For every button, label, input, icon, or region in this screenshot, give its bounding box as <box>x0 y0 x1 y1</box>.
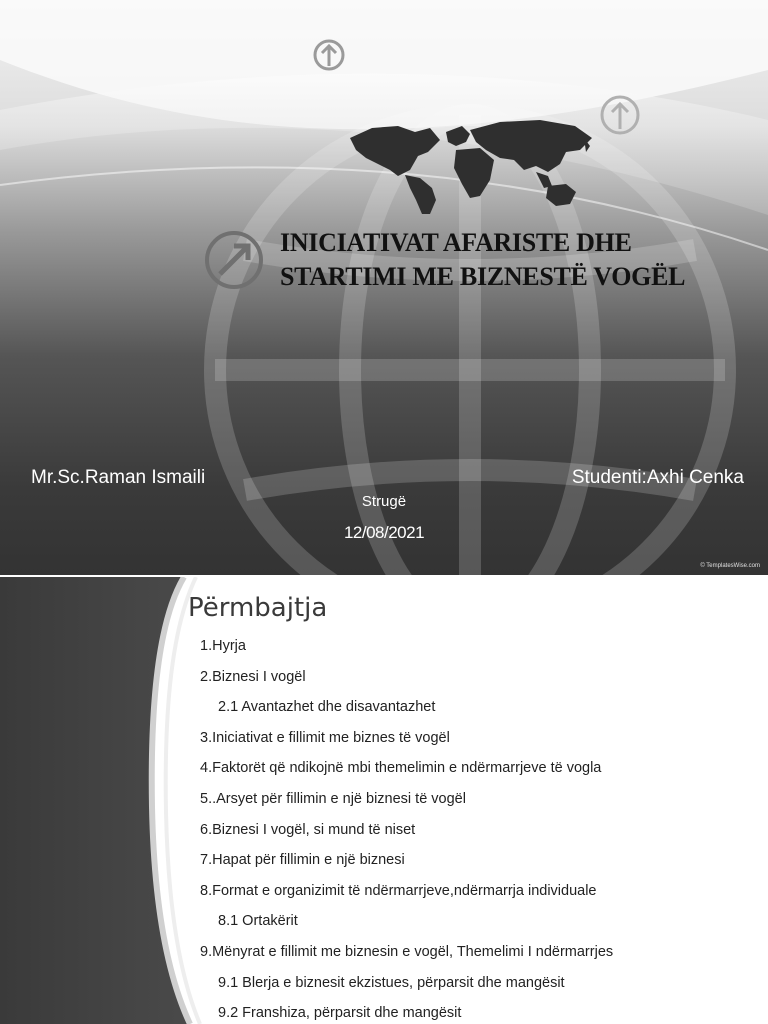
list-item: 4.Faktorët që ndikojnë mbi themelimin e ndërmarrjeve të vogla <box>200 760 602 777</box>
list-item: 9.1 Blerja e biznesit ekzistues, përparsit dhe mangësit <box>218 974 565 991</box>
contents-list <box>200 637 613 1024</box>
date-label: 12/08/2021 <box>343 523 425 542</box>
presentation-title <box>280 226 768 294</box>
list-item: 5..Arsyet për fillimin e një biznesi të vogël <box>200 790 466 807</box>
title-line: INICIATIVAT AFARISTE DHE <box>280 228 632 257</box>
student-name: Studenti:Axhi Cenka <box>571 467 744 488</box>
list-item: 1.Hyrja <box>200 638 246 654</box>
list-item: 2.Biznesi I vogël <box>200 668 306 685</box>
list-item: 9.2 Franshiza, përparsit dhe mangësit <box>218 1005 462 1022</box>
title-line: STARTIMI ME BIZNESTË VOGËL <box>280 262 686 291</box>
contents-title: Përmbajtja <box>188 593 328 623</box>
template-credit: © TemplatesWise.com <box>700 563 760 569</box>
list-item: 3.Iniciativat e fillimit me biznes të vogël <box>200 729 450 746</box>
contents-slide <box>0 577 768 1024</box>
mentor-name: Mr.Sc.Raman Ismaili <box>31 467 206 488</box>
list-item: 6.Biznesi I vogël, si mund të niset <box>200 821 416 838</box>
list-item: 7.Hapat për fillimin e një biznesi <box>200 852 405 869</box>
list-item: 8.Format e organizimit të ndërmarrjeve,ndërmarrja individuale <box>200 882 597 899</box>
city-label: Strugë <box>361 493 407 510</box>
list-item: 9.Mënyrat e fillimit me biznesin e vogël, Themelimi I ndërmarrjes <box>200 943 614 960</box>
list-item: 2.1 Avantazhet dhe disavantazhet <box>218 699 436 716</box>
list-item: 8.1 Ortakërit <box>218 913 298 930</box>
